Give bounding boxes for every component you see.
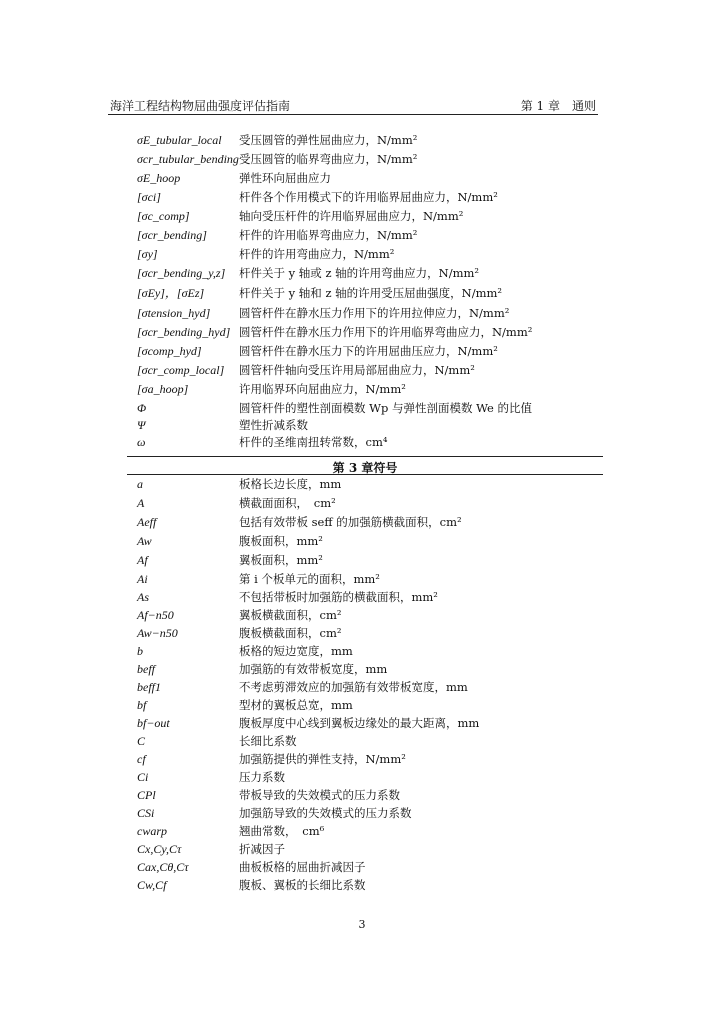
symbol-description: 圆管杆件在静水压力下的许用屈曲压应力，N/mm² bbox=[239, 344, 498, 358]
symbol: Af−n50 bbox=[137, 608, 174, 622]
page-number: 3 bbox=[358, 918, 366, 931]
symbol: Aw bbox=[137, 534, 152, 548]
symbol-row bbox=[0, 188, 724, 207]
symbol-row bbox=[0, 494, 724, 513]
symbol-row bbox=[0, 642, 724, 661]
symbol-row bbox=[0, 207, 724, 226]
symbol: beff1 bbox=[137, 680, 161, 694]
symbol: ω bbox=[137, 435, 146, 449]
symbol: [σcomp_hyd] bbox=[137, 344, 202, 358]
symbol: A bbox=[137, 496, 145, 510]
symbol: Af bbox=[137, 553, 148, 567]
symbol-row bbox=[0, 570, 724, 589]
symbol-row bbox=[0, 226, 724, 245]
symbol-description: 第 i 个板单元的面积，mm² bbox=[239, 572, 380, 586]
symbol-row bbox=[0, 840, 724, 859]
symbol-row bbox=[0, 433, 724, 452]
symbol: [σEy]，[σEz] bbox=[137, 286, 205, 300]
symbol: b bbox=[137, 644, 143, 658]
symbol-description: 长细比系数 bbox=[239, 734, 297, 748]
symbol-description: 圆管杆件在静水压力作用下的许用临界弯曲应力，N/mm² bbox=[239, 325, 533, 339]
symbol-row bbox=[0, 624, 724, 643]
symbol-row bbox=[0, 150, 724, 169]
symbol-row bbox=[0, 732, 724, 751]
symbol: CPl bbox=[137, 788, 156, 802]
symbol-row bbox=[0, 660, 724, 679]
running-header bbox=[108, 96, 598, 115]
symbol: CSi bbox=[137, 806, 155, 820]
symbol: [σcr_bending] bbox=[137, 228, 207, 242]
symbol-row bbox=[0, 714, 724, 733]
symbol-row bbox=[0, 245, 724, 264]
symbol: bf bbox=[137, 698, 147, 712]
symbol-description: 加强筋的有效带板宽度，mm bbox=[239, 662, 388, 676]
symbol-description: 受压圆管的弹性屈曲应力，N/mm² bbox=[239, 133, 418, 147]
symbol-row bbox=[0, 804, 724, 823]
symbol: Cax,Cθ,Cτ bbox=[137, 860, 189, 874]
symbol-description: 腹板横截面积，cm² bbox=[239, 626, 342, 640]
symbol-description: 受压圆管的临界弯曲应力，N/mm² bbox=[239, 152, 418, 166]
symbol-row bbox=[0, 606, 724, 625]
table-rule-top bbox=[127, 456, 603, 457]
symbol: [σcr_comp_local] bbox=[137, 363, 225, 377]
symbol: Aw−n50 bbox=[137, 626, 178, 640]
symbol-description: 不包括带板时加强筋的横截面积，mm² bbox=[239, 590, 438, 604]
symbol: [σy] bbox=[137, 247, 158, 261]
symbol: Φ bbox=[137, 401, 147, 415]
symbol-row bbox=[0, 750, 724, 769]
symbol-row bbox=[0, 532, 724, 551]
symbol: bf−out bbox=[137, 716, 170, 730]
symbol-description: 杆件关于 y 轴或 z 轴的许用弯曲应力，N/mm² bbox=[239, 266, 480, 280]
symbol-description: 不考虑剪滞效应的加强筋有效带板宽度，mm bbox=[239, 680, 468, 694]
symbol-row bbox=[0, 323, 724, 342]
symbol-description: 杆件的许用弯曲应力，N/mm² bbox=[239, 247, 395, 261]
symbol-description: 板格的短边宽度，mm bbox=[239, 644, 353, 658]
header-chapter: 第 1 章 通则 bbox=[520, 99, 596, 113]
symbol-description: 腹板厚度中心线到翼板边缘处的最大距离，mm bbox=[239, 716, 480, 730]
symbol-description: 轴向受压杆件的许用临界屈曲应力，N/mm² bbox=[239, 209, 464, 223]
symbol: beff bbox=[137, 662, 155, 676]
symbol-row bbox=[0, 588, 724, 607]
symbol-row bbox=[0, 380, 724, 399]
symbol-row bbox=[0, 264, 724, 283]
symbol-description: 圆管杆件轴向受压许用局部屈曲应力，N/mm² bbox=[239, 363, 475, 377]
symbol-description: 腹板面积，mm² bbox=[239, 534, 323, 548]
symbol-description: 型材的翼板总宽，mm bbox=[239, 698, 353, 712]
symbol-description: 折减因子 bbox=[239, 842, 285, 856]
symbol-description: 包括有效带板 seff 的加强筋横截面积，cm² bbox=[239, 515, 462, 529]
symbol-description: 许用临界环向屈曲应力，N/mm² bbox=[239, 382, 406, 396]
symbol: [σci] bbox=[137, 190, 161, 204]
symbol-row bbox=[0, 169, 724, 188]
symbol-description: 腹板、翼板的长细比系数 bbox=[239, 878, 366, 892]
symbol-row bbox=[0, 876, 724, 895]
symbol-row bbox=[0, 131, 724, 150]
symbol: σE_hoop bbox=[137, 171, 181, 185]
symbol-description: 圆管杆件在静水压力作用下的许用拉伸应力，N/mm² bbox=[239, 306, 510, 320]
symbol: Cx,Cy,Cτ bbox=[137, 842, 182, 856]
symbol-row bbox=[0, 678, 724, 697]
symbol-row bbox=[0, 513, 724, 532]
symbol: Ψ bbox=[137, 418, 146, 432]
symbol-description: 加强筋提供的弹性支持，N/mm² bbox=[239, 752, 406, 766]
symbol-row bbox=[0, 551, 724, 570]
symbol-row bbox=[0, 696, 724, 715]
symbol: a bbox=[137, 477, 143, 491]
symbol-description: 圆管杆件的塑性剖面模数 Wp 与弹性剖面模数 We 的比值 bbox=[239, 401, 532, 415]
symbol: Aeff bbox=[137, 515, 157, 529]
symbol-description: 杆件的圣维南扭转常数，cm⁴ bbox=[239, 435, 388, 449]
symbol: Cw,Cf bbox=[137, 878, 167, 892]
symbol-description: 弹性环向屈曲应力 bbox=[239, 171, 331, 185]
symbol-description: 带板导致的失效模式的压力系数 bbox=[239, 788, 400, 802]
symbol: [σa_hoop] bbox=[137, 382, 189, 396]
symbol: Ai bbox=[137, 572, 148, 586]
symbol-description: 横截面面积， cm² bbox=[239, 496, 336, 510]
symbol-row bbox=[0, 858, 724, 877]
symbol-row bbox=[0, 768, 724, 787]
symbol: As bbox=[137, 590, 149, 604]
symbol-description: 翘曲常数， cm⁶ bbox=[239, 824, 325, 838]
chapter-heading: 第 3 章符号 bbox=[332, 461, 398, 475]
symbol-description: 板格长边长度，mm bbox=[239, 477, 342, 491]
symbol-description: 杆件关于 y 轴和 z 轴的许用受压屈曲强度，N/mm² bbox=[239, 286, 503, 300]
header-title: 海洋工程结构物屈曲强度评估指南 bbox=[110, 99, 291, 113]
symbol-description: 塑性折减系数 bbox=[239, 418, 308, 432]
symbol-row bbox=[0, 342, 724, 361]
symbol-description: 翼板横截面积，cm² bbox=[239, 608, 342, 622]
symbol-row bbox=[0, 361, 724, 380]
symbol-description: 曲板板格的屈曲折减因子 bbox=[239, 860, 366, 874]
symbol: cf bbox=[137, 752, 146, 766]
symbol-row bbox=[0, 786, 724, 805]
symbol: [σtension_hyd] bbox=[137, 306, 211, 320]
symbol-description: 压力系数 bbox=[239, 770, 285, 784]
symbol-description: 翼板面积，mm² bbox=[239, 553, 323, 567]
symbol: [σc_comp] bbox=[137, 209, 190, 223]
symbol: [σcr_bending_hyd] bbox=[137, 325, 231, 339]
symbol-row bbox=[0, 822, 724, 841]
symbol-row bbox=[0, 304, 724, 323]
symbol-description: 杆件的许用临界弯曲应力，N/mm² bbox=[239, 228, 418, 242]
symbol: cwarp bbox=[137, 824, 167, 838]
symbol: [σcr_bending_y,z] bbox=[137, 266, 226, 280]
symbol-row bbox=[0, 284, 724, 303]
symbol: C bbox=[137, 734, 146, 748]
symbol: σE_tubular_local bbox=[137, 133, 222, 147]
symbol-row bbox=[0, 475, 724, 494]
symbol: σcr_tubular_bending bbox=[137, 152, 239, 166]
symbol: Ci bbox=[137, 770, 149, 784]
symbol-description: 加强筋导致的失效模式的压力系数 bbox=[239, 806, 412, 820]
symbol-description: 杆件各个作用模式下的许用临界屈曲应力，N/mm² bbox=[239, 190, 498, 204]
